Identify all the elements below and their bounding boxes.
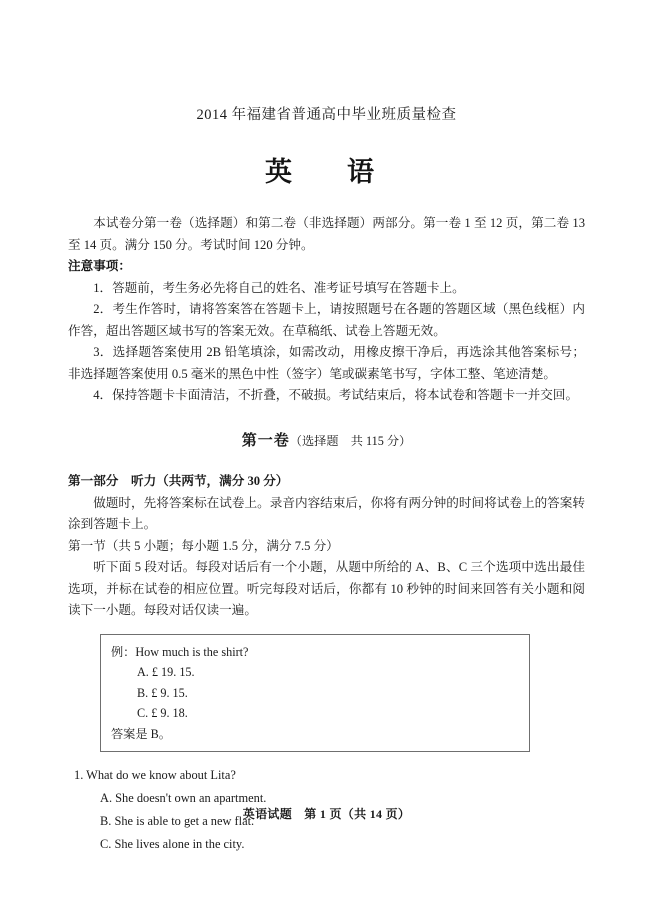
example-option-c: C. £ 9. 18. [137, 706, 188, 720]
example-prompt: 例：How much is the shirt? [111, 644, 249, 659]
notes-label: 注意事项： [68, 259, 131, 273]
part-one-instruction: 做题时，先将答案标在试卷上。录音内容结束后，你将有两分钟的时间将试卷上的答案转涂到答题卡上。 [68, 495, 585, 531]
example-option-b: B. £ 9. 15. [137, 685, 188, 700]
intro-paragraph: 本试卷分第一卷（选择题）和第二卷（非选择题）两部分。第一卷 1 至 12 页，第二卷 13 至 14 页。满分 150 分。考试时间 120 分钟。 [68, 216, 585, 252]
question-1-stem: 1. What do we know about Lita? [74, 768, 236, 782]
page-content [68, 0, 585, 856]
section-one-heading: 第一节（共 5 小题；每小题 1.5 分，满分 7.5 分） [68, 538, 339, 553]
page-title: 2014 年福建省普通高中毕业班质量检查 [196, 107, 457, 123]
example-option-a: A. £ 19. 15. [137, 665, 195, 679]
note-item-3: 3．选择题答案使用 2B 铅笔填涂，如需改动，用橡皮擦干净后，再选涂其他答案标号；非选择题答案使用 0.5 毫米的黑色中性（签字）笔或碳素笔书写，字体工整、笔迹清楚。 [68, 345, 585, 381]
note-item-1: 1．答题前，考生务必先将自己的姓名、准考证号填写在答题卡上。 [93, 280, 465, 295]
part-one-heading: 第一部分 听力（共两节，满分 30 分） [68, 474, 289, 488]
note-item-4: 4．保持答题卡卡面清洁，不折叠，不破损。考试结束后，将本试卷和答题卡一并交回。 [93, 388, 579, 402]
volume-detail: （选择题 共 115 分） [289, 433, 412, 448]
volume-name: 第一卷 [241, 432, 290, 449]
volume-heading [68, 431, 585, 453]
example-box [100, 634, 530, 753]
section-one-instruction: 听下面 5 段对话。每段对话后有一个小题，从题中所给的 A、B、C 三个选项中选出最佳选项，并标在试卷的相应位置。听完每段对话后，你都有 10 秒钟的时间来回答有关小题和阅读下一小题。每段对话仅读一遍。 [68, 560, 585, 617]
question-1-option-c[interactable]: C. She lives alone in the city. [100, 837, 245, 851]
question-1-option-b[interactable]: B. She is able to get a new flat. [100, 814, 255, 828]
note-item-2: 2．考生作答时，请将答案答在答题卡上，请按照题号在各题的答题区域（黑色线框）内作答，超出答题区域书写的答案无效。在草稿纸、试卷上答题无效。 [68, 302, 585, 338]
page-footer: 英语试题 第 1 页（共 14 页） [242, 807, 411, 821]
subject-heading: 英 语 [265, 157, 388, 187]
example-answer: 答案是 B。 [111, 726, 171, 741]
question-1-option-a[interactable]: A. She doesn't own an apartment. [100, 791, 267, 805]
